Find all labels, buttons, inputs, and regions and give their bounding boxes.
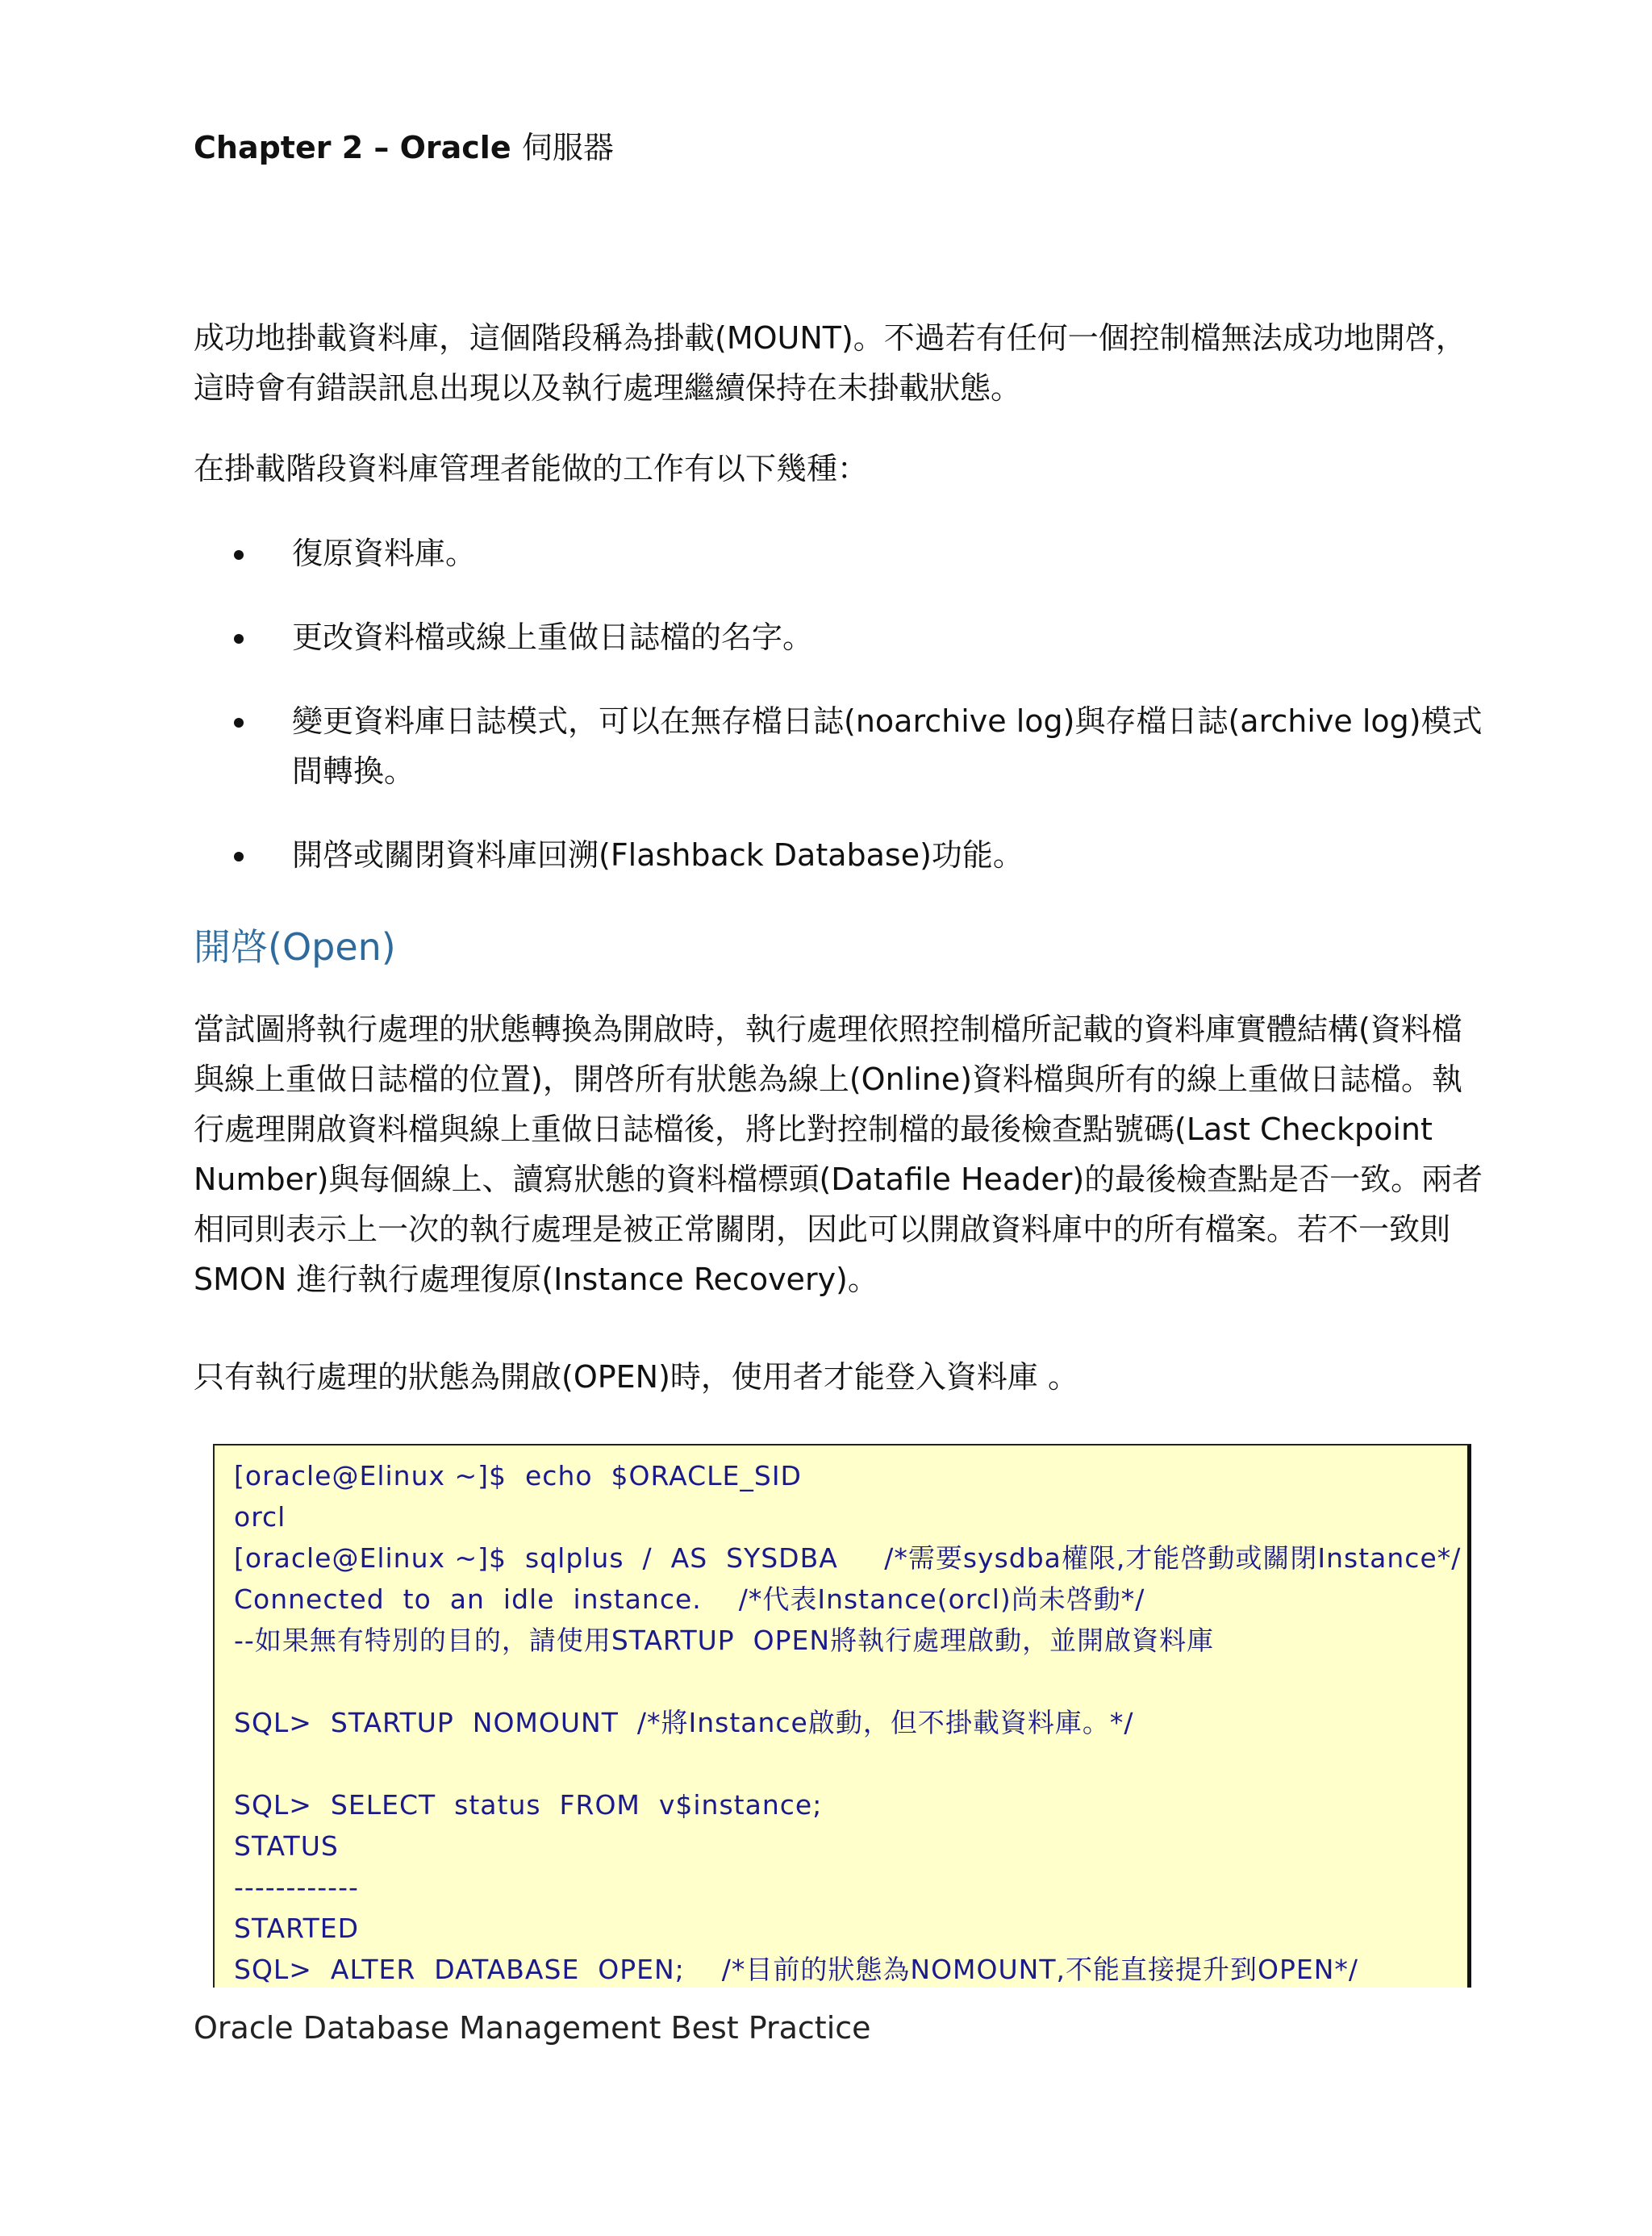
section-heading-open: 開啓(Open) bbox=[194, 925, 396, 969]
list-item bbox=[194, 830, 1484, 880]
code-line: --如果無有特別的目的，請使用STARTUP OPEN將執行處理啟動，並開啟資料庫 bbox=[234, 1625, 1215, 1656]
bullet-icon bbox=[234, 634, 244, 644]
code-line: [oracle@Elinux ~]$ sqlplus / AS SYSDBA /*需要sysdba權限,才能啓動或關閉Instance*/ bbox=[234, 1542, 1462, 1574]
code-line: SQL> SELECT status FROM v$instance; bbox=[234, 1789, 823, 1821]
chapter-title: Chapter 2 – Oracle bbox=[194, 130, 511, 165]
code-line: orcl bbox=[234, 1501, 286, 1533]
chapter-header bbox=[194, 123, 614, 167]
list-item-text: 變更資料庫日誌模式，可以在無存檔日誌(noarchive log)與存檔日誌(archive log)模式間轉換。 bbox=[292, 703, 1483, 789]
code-line: [oracle@Elinux ~]$ echo $ORACLE_SID bbox=[234, 1460, 802, 1491]
code-line: STATUS bbox=[234, 1830, 339, 1862]
bullet-icon bbox=[234, 852, 244, 861]
code-line: SQL> ALTER DATABASE OPEN; /*目前的狀態為NOMOUNT,不能直接提升到OPEN*/ bbox=[234, 1954, 1359, 1985]
code-line bbox=[234, 1743, 1467, 1784]
code-line: Connected to an idle instance. /*代表Instance(orcl)尚未啓動*/ bbox=[234, 1583, 1145, 1615]
list-item-text: 開啓或關閉資料庫回溯(Flashback Database)功能。 bbox=[292, 837, 1024, 873]
mount-task-list bbox=[194, 528, 1484, 914]
paragraph-mount-tasks: 在掛載階段資料庫管理者能做的工作有以下幾種： bbox=[194, 451, 869, 486]
code-line bbox=[234, 1661, 1467, 1702]
chapter-title-cn: 伺服器 bbox=[521, 130, 614, 165]
list-item bbox=[194, 528, 1484, 578]
paragraph-open: 當試圖將執行處理的狀態轉換為開啟時，執行處理依照控制檔所記載的資料庫實體結構(資料檔與線上重做日誌檔的位置)，開啓所有狀態為線上(Online)資料檔與所有的線上重做日誌檔。執行處理開啟資料檔與線上重做日誌檔後，將比對控制檔的最後檢查點號碼(Last Checkpoint Number)與每個線上、讀寫狀態的資料檔標頭(Datafile Header)的最後檢查點是否一致。兩者相同則表示上一次的執行處理是被正常關閉，因此可以開啟資料庫中的所有檔案。若不一致則 SMON 進行執行處理復原(Instance Recovery)。 bbox=[194, 1012, 1483, 1297]
bullet-icon bbox=[234, 550, 244, 560]
paragraph-open-login: 只有執行處理的狀態為開啟(OPEN)時，使用者才能登入資料庫 。 bbox=[194, 1359, 1078, 1395]
code-line: SQL> STARTUP NOMOUNT /*將Instance啟動，但不掛載資料庫。*/ bbox=[234, 1707, 1134, 1738]
code-line: STARTED bbox=[234, 1913, 360, 1944]
bullet-icon bbox=[234, 718, 244, 728]
list-item-text: 更改資料檔或線上重做日誌檔的名字。 bbox=[292, 619, 814, 655]
paragraph-mount: 成功地掛載資料庫，這個階段稱為掛載(MOUNT)。不過若有任何一個控制檔無法成功地開啓，這時會有錯誤訊息出現以及執行處理繼續保持在未掛載狀態。 bbox=[194, 320, 1466, 406]
list-item bbox=[194, 612, 1484, 662]
page-footer: Oracle Database Management Best Practice bbox=[194, 2010, 871, 2046]
list-item-text: 復原資料庫。 bbox=[292, 536, 477, 571]
code-example-box bbox=[213, 1444, 1471, 1988]
code-line: ------------ bbox=[234, 1871, 359, 1903]
list-item bbox=[194, 696, 1484, 796]
